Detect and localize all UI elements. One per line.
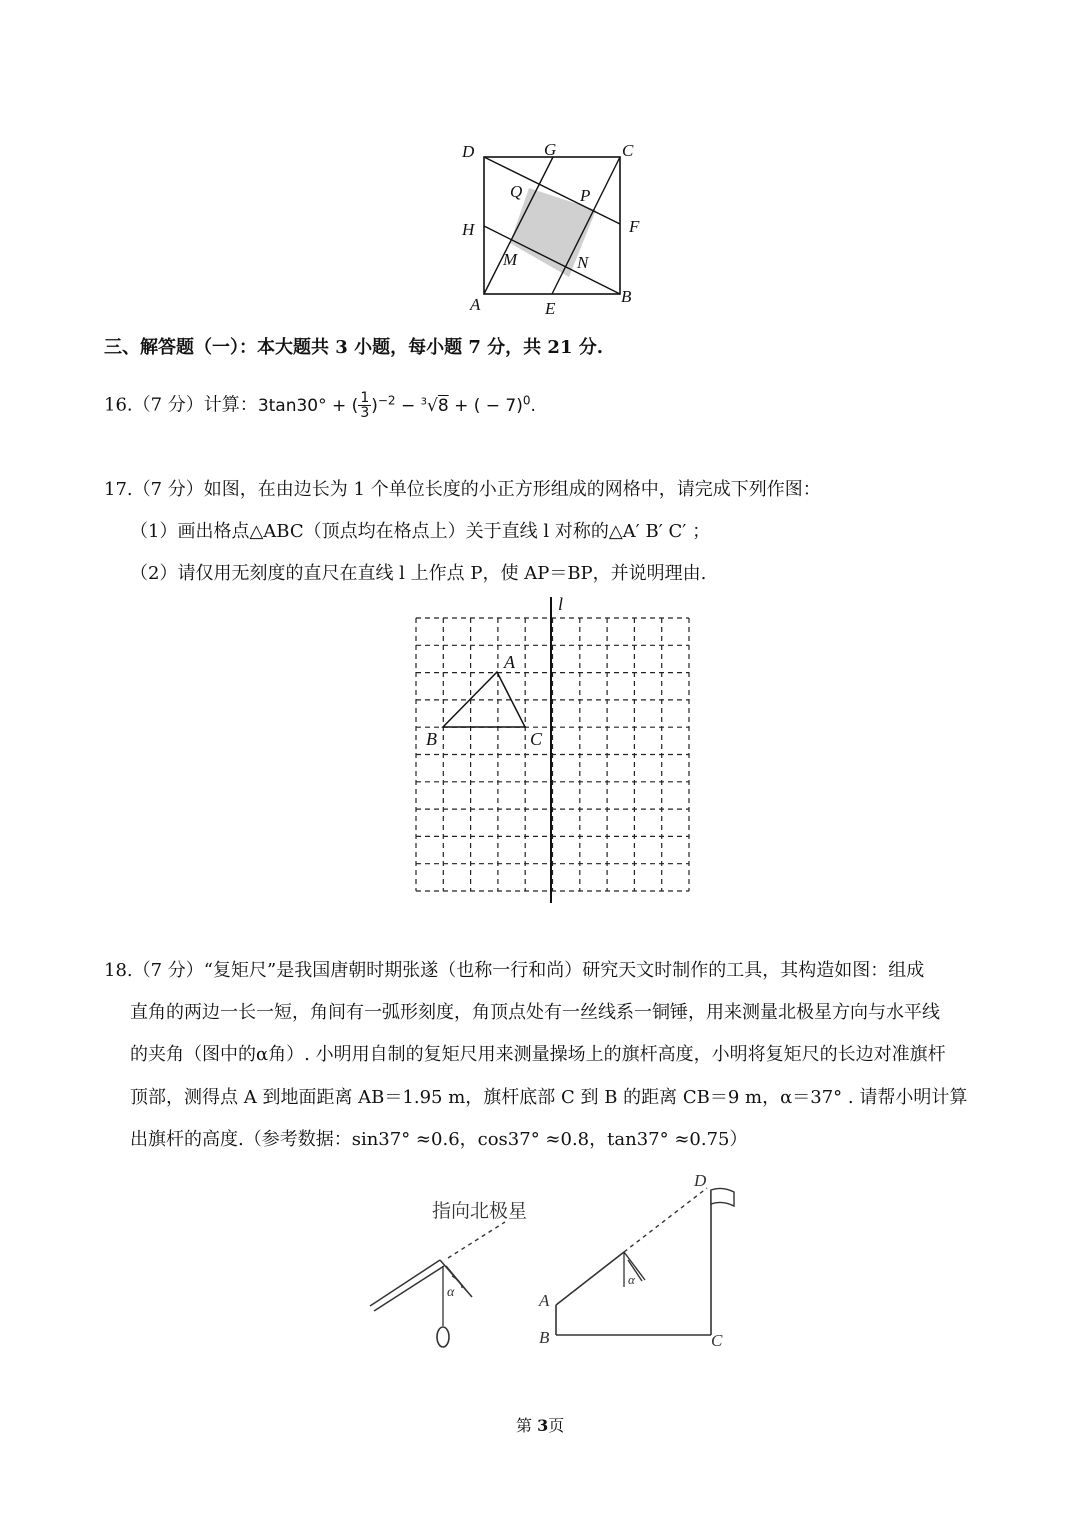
question-18-line4: 顶部，测得点 A 到地面距离 AB＝1.95 m，旗杆底部 C 到 B 的距离 CB＝9 m，α＝37° . 请帮小明计算 <box>130 1087 968 1108</box>
label-F: F <box>629 217 640 236</box>
label-N: N <box>577 253 589 272</box>
label-C: C <box>711 1331 723 1350</box>
label-B: B <box>621 287 632 306</box>
page-number: 第 3页 <box>516 1416 565 1435</box>
label-C: C <box>530 729 543 749</box>
label-D: D <box>462 142 475 161</box>
question-18-line5: 出旗杆的高度.（参考数据：sin37° ≈0.6，cos37° ≈0.8，tan37° ≈0.75） <box>130 1129 748 1150</box>
label-A: A <box>470 295 481 314</box>
label-P: P <box>580 186 591 205</box>
plumb-bob <box>437 1327 449 1347</box>
figure-grid <box>400 590 700 910</box>
question-18-line3: 的夹角（图中的α角）. 小明用自制的复矩尺用来测量操场上的旗杆高度，小明将复矩尺的长边对准旗杆 <box>130 1044 946 1065</box>
ruler-long-edge <box>556 1252 624 1305</box>
question-18-line1: 18.（7 分）“复矩尺”是我国唐朝时期张遂（也称一行和尚）研究天文时制作的工具，其构造如图：组成 <box>104 960 925 981</box>
long-edge-inner <box>374 1266 444 1311</box>
label-M: M <box>503 250 518 269</box>
figure-square <box>450 130 650 320</box>
label-D: D <box>694 1171 707 1190</box>
label-A: A <box>504 652 515 672</box>
label-E: E <box>545 299 556 318</box>
label-A: A <box>539 1291 550 1310</box>
question-17-line1: 17.（7 分）如图，在由边长为 1 个单位长度的小正方形组成的网格中，请完成下列作图： <box>104 479 821 500</box>
label-l: l <box>558 594 564 614</box>
fraction-one-third: $\frac{1}{3}$ <box>360 390 370 422</box>
label-Q: Q <box>510 182 523 201</box>
question-16: 16.（7 分）计算：3tan30° + ( $\frac{1}{3}$ )$^{-2}$ − $^3$√8 + ( − 7)$^0$. <box>104 390 536 422</box>
label-B: B <box>426 729 437 749</box>
question-17-line2: （1）画出格点△ABC（顶点均在格点上）关于直线 l 对称的△A′ B′ C′ ； <box>130 521 711 542</box>
long-edge-outer <box>370 1260 440 1306</box>
question-17-line3: （2）请仅用无刻度的直尺在直线 l 上作点 P，使 AP＝BP，并说明理由. <box>130 563 707 584</box>
label-G: G <box>544 140 557 159</box>
section-title: 三、解答题（一）：本大题共 3 小题，每小题 7 分，共 21 分. <box>104 337 604 358</box>
sight-line <box>448 1222 505 1258</box>
label-C: C <box>622 141 634 160</box>
label-alpha: α <box>447 1285 455 1300</box>
sight-line-ad <box>624 1188 707 1252</box>
label-B: B <box>539 1328 550 1347</box>
label-H: H <box>462 220 475 239</box>
label-alpha: α <box>628 1272 635 1287</box>
question-18-line2: 直角的两边一长一短，角间有一弧形刻度，角顶点处有一丝线系一铜锤，用来测量北极星方向与水平线 <box>130 1002 940 1023</box>
caption-north-star: 指向北极星 <box>432 1200 528 1222</box>
flag <box>711 1188 734 1206</box>
figure-flagpole <box>530 1160 750 1360</box>
